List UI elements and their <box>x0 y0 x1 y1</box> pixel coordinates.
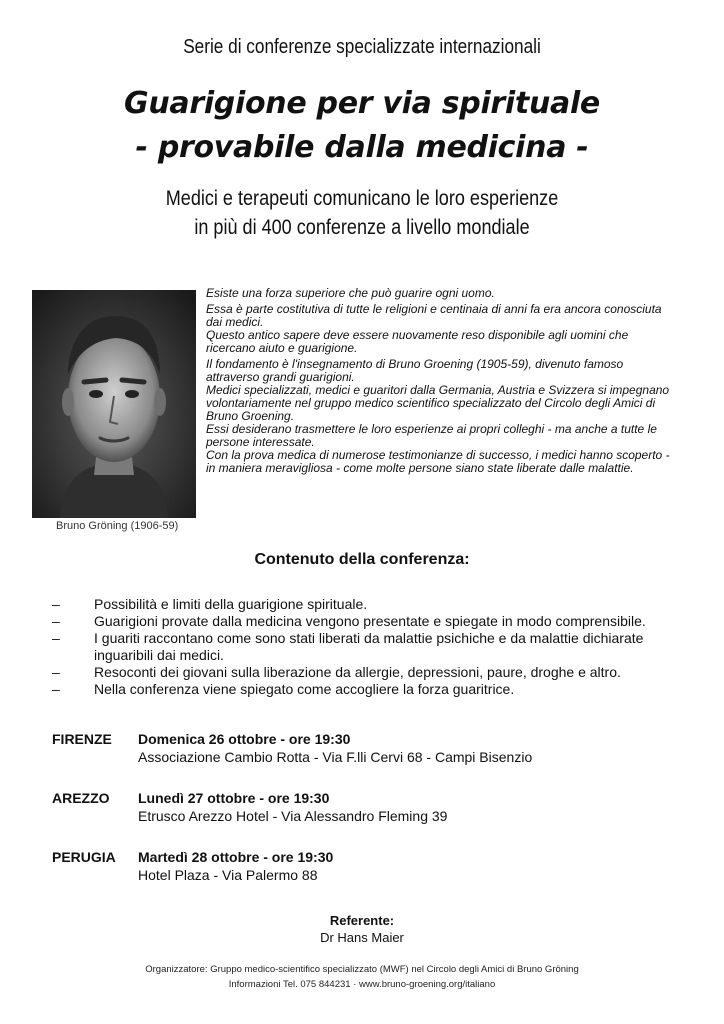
event-city: FIRENZE <box>52 731 112 747</box>
portrait-photo <box>32 290 196 518</box>
referent-block <box>0 912 724 946</box>
list-item <box>52 664 672 681</box>
title-line-1: Guarigione per via spirituale <box>124 86 600 121</box>
footer-organizer: Organizzatore: Gruppo medico-scientifico specializzato (MWF) nel Circolo degli Amici di Bruno Gröning <box>145 964 579 975</box>
event-datetime: Martedì 28 ottobre - ore 19:30 <box>138 849 334 865</box>
dash-marker: – <box>52 613 60 629</box>
event-firenze <box>52 730 692 766</box>
document-subtitle <box>51 184 674 242</box>
event-arezzo <box>52 789 692 825</box>
subtitle-line-2: in più di 400 conferenze a livello mondiale <box>194 216 530 239</box>
referent-name: Dr Hans Maier <box>320 930 404 945</box>
event-venue: Associazione Cambio Rotta - Via F.lli Cervi 68 - Campi Bisenzio <box>138 749 533 765</box>
portrait-illustration <box>32 290 196 518</box>
list-item <box>52 681 672 698</box>
list-item-text: Guarigioni provate dalla medicina vengono presentate e spiegate in modo comprensibile. <box>94 613 646 629</box>
dash-marker: – <box>52 664 60 680</box>
event-datetime: Lunedì 27 ottobre - ore 19:30 <box>138 790 330 806</box>
event-city: AREZZO <box>52 790 110 806</box>
event-datetime: Domenica 26 ottobre - ore 19:30 <box>138 731 351 747</box>
footer-info: Informazioni Tel. 075 844231 · www.bruno-groening.org/italiano <box>228 979 496 990</box>
list-item <box>52 613 672 630</box>
content-heading: Contenuto della conferenza: <box>254 551 470 568</box>
event-venue: Etrusco Arezzo Hotel - Via Alessandro Fleming 39 <box>138 808 448 824</box>
intro-paragraph: Il fondamento è l'insegnamento di Bruno Groening (1905-59), divenuto famoso attraverso grandi guarigioni. Medici specializzati, medici e guaritori dalla Germania, Austria e Svizzera si impegnano volontariamente nel gruppo medico scientifico specializzato del Circolo degli Amici di Bruno Groening. Essi desiderano trasmettere le loro esperienze ai propri colleghi - ma anche a tutte le persone interessate. Con la prova medica di numerose testimonianze di successo, i medici hanno scoperto - in maniera meravigliosa - come molte persone siano state liberate dalle malattie. <box>206 357 670 475</box>
event-city: PERUGIA <box>52 849 116 865</box>
subtitle-line-1: Medici e terapeuti comunicano le loro esperienze <box>165 187 559 210</box>
title-line-2: - provabile dalla medicina - <box>135 130 589 165</box>
list-item <box>52 596 672 613</box>
footer <box>0 962 724 992</box>
photo-caption: Bruno Gröning (1906-59) <box>56 520 179 532</box>
intro-paragraph: Esiste una forza superiore che può guarire ogni uomo. <box>206 286 495 300</box>
list-item-text: Resoconti dei giovani sulla liberazione da allergie, depressioni, paure, droghe e altro. <box>94 664 621 680</box>
series-heading: Serie di conferenze specializzate internazionali <box>183 36 541 58</box>
event-perugia <box>52 848 692 884</box>
intro-paragraph: Essa è parte costitutiva di tutte le religioni e centinaia di anni fa era ancora conosciuta dai medici. Questo antico sapere deve essere nuovamente reso disponibile agli uomini che ricercano aiuto e guarigione. <box>206 302 662 355</box>
list-item-text: I guariti raccontano come sono stati liberati da malattie psichiche e da malattie dichiarate inguaribili dai medici. <box>94 630 644 663</box>
intro-text <box>206 287 676 478</box>
dash-marker: – <box>52 630 60 646</box>
referent-label: Referente: <box>329 913 395 928</box>
list-item-text: Possibilità e limiti della guarigione spirituale. <box>94 596 368 612</box>
dash-marker: – <box>52 596 60 612</box>
event-list <box>52 730 692 907</box>
list-item <box>52 630 672 664</box>
content-list <box>52 596 672 698</box>
list-item-text: Nella conferenza viene spiegato come accogliere la forza guaritrice. <box>94 681 515 697</box>
event-venue: Hotel Plaza - Via Palermo 88 <box>138 867 318 883</box>
document-title <box>0 82 724 170</box>
dash-marker: – <box>52 681 60 697</box>
